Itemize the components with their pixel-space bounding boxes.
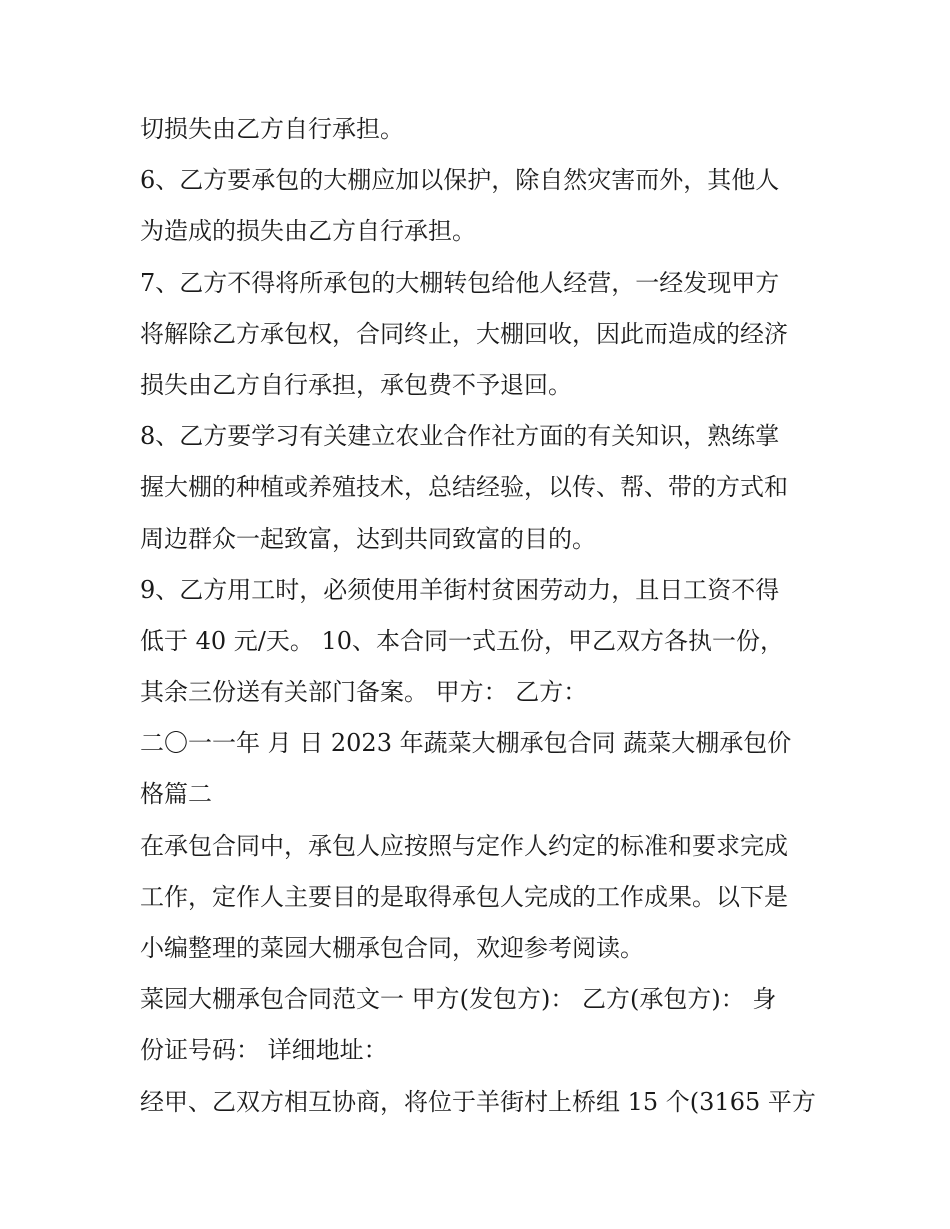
text-line: 为造成的损失由乙方自行承担。 bbox=[140, 217, 476, 246]
text-line: 8、乙方要学习有关建立农业合作社方面的有关知识，熟练掌 bbox=[140, 422, 780, 451]
text-line: 在承包合同中，承包人应按照与定作人约定的标准和要求完成 bbox=[140, 831, 788, 860]
text-line: 切损失由乙方自行承担。 bbox=[140, 115, 404, 143]
text-line: 工作，定作人主要目的是取得承包人完成的工作成果。以下是 bbox=[140, 882, 788, 911]
document-body bbox=[140, 104, 830, 1128]
text-line: 格篇二 bbox=[140, 780, 212, 809]
text-line: 将解除乙方承包权，合同终止，大棚回收，因此而造成的经济 bbox=[140, 319, 788, 348]
text-line: 二〇一一年 月 日 2023 年蔬菜大棚承包合同 蔬菜大棚承包价 bbox=[140, 729, 792, 758]
text-line: 周边群众一起致富，达到共同致富的目的。 bbox=[140, 524, 596, 553]
text-line: 9、乙方用工时，必须使用羊街村贫困劳动力，且日工资不得 bbox=[140, 575, 780, 604]
text-line: 经甲、乙双方相互协商，将位于羊街村上桥组 15 个(3165 平方 bbox=[140, 1087, 816, 1116]
text-line: 6、乙方要承包的大棚应加以保护，除自然灾害而外，其他人 bbox=[140, 166, 780, 195]
text-line: 握大棚的种植或养殖技术，总结经验，以传、帮、带的方式和 bbox=[140, 473, 788, 502]
text-line: 7、乙方不得将所承包的大棚转包给他人经营，一经发现甲方 bbox=[140, 268, 780, 297]
text-line: 菜园大棚承包合同范文一 甲方(发包方)： 乙方(承包方)： 身 bbox=[140, 985, 777, 1014]
text-line: 份证号码： 详细地址： bbox=[140, 1036, 388, 1065]
text-line: 低于 40 元/天。 10、本合同一式五份，甲乙双方各执一份， bbox=[140, 626, 785, 655]
text-line: 损失由乙方自行承担，承包费不予退回。 bbox=[140, 370, 572, 399]
text-line: 其余三份送有关部门备案。 甲方： 乙方： bbox=[140, 678, 588, 707]
text-line: 小编整理的菜园大棚承包合同，欢迎参考阅读。 bbox=[140, 934, 644, 962]
